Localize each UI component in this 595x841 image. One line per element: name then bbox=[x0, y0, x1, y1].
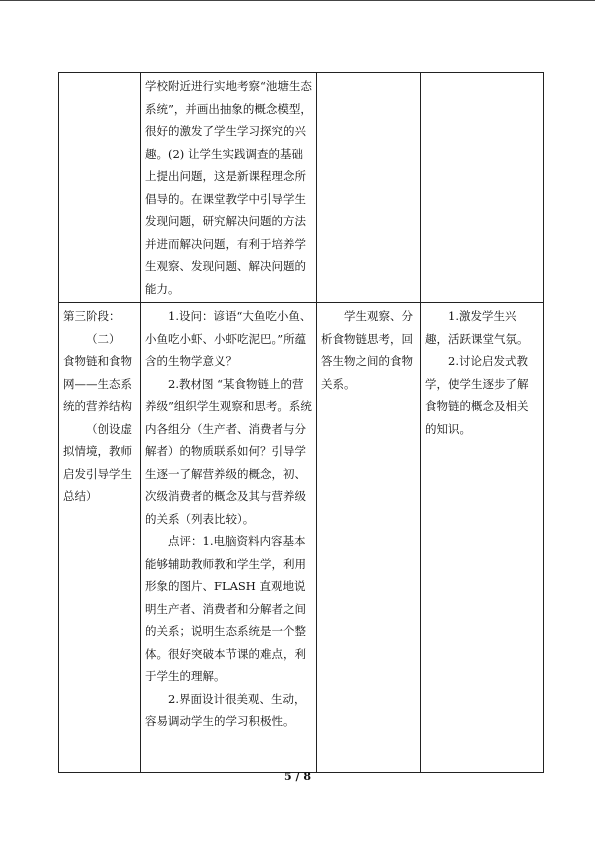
stage-title: 食物链和食物网——生态系统的营养结构 bbox=[63, 354, 132, 413]
activity-cell bbox=[141, 73, 317, 303]
table-row bbox=[59, 73, 544, 303]
page-number: 5 / 8 bbox=[284, 770, 311, 783]
stage-note: （创设虚拟情境，教师启发引导学生总结） bbox=[63, 421, 132, 503]
lesson-plan-table bbox=[58, 72, 544, 773]
student-activity-cell-empty bbox=[317, 73, 421, 303]
header-rule bbox=[0, 0, 595, 1]
stage-cell bbox=[59, 303, 141, 773]
student-activity-text: 学生观察、分析食物链思考，回答生物之间的食物关系。 bbox=[321, 309, 413, 391]
intent-paragraph: 1.激发学生兴趣，活跃课堂气氛。 bbox=[425, 309, 529, 346]
activity-cell bbox=[141, 303, 317, 773]
activity-paragraph: 点评：1.电脑资料内容基本能够辅助教师教和学生学，利用形象的图片、FLASH 直观地说明生产者、消费者和分解者之间的关系；说明生态系统是一个整体。很好突破本节课的难点，利于学生的理解。 bbox=[145, 534, 306, 683]
stage-sub-label: （二） bbox=[86, 331, 121, 346]
intent-paragraph: 2.讨论启发式教学，使学生逐步了解食物链的概念及相关的知识。 bbox=[425, 354, 529, 436]
stage-cell-empty bbox=[59, 73, 141, 303]
activity-paragraph: 1.设问：谚语“大鱼吃小鱼、小鱼吃小虾、小虾吃泥巴。”所蕴含的生物学意义？ bbox=[145, 309, 312, 368]
table-row bbox=[59, 303, 544, 773]
student-activity-cell bbox=[317, 303, 421, 773]
stage-label: 第三阶段： bbox=[63, 309, 121, 323]
intent-cell bbox=[421, 303, 544, 773]
activity-paragraph: 2.教材图 “某食物链上的营养级”组织学生观察和思考。系统内各组分（生产者、消费者与分解者）的物质联系如何？引导学生逐一了解营养级的概念，初、次级消费者的概念及其与营养级的关系（列表比较）。 bbox=[145, 376, 312, 526]
activity-paragraph: 2.界面设计很美观、生动，容易调动学生的学习积极性。 bbox=[145, 691, 306, 728]
activity-text: 学校附近进行实地考察“池塘生态系统”，并画出抽象的概念模型， 很好的激发了学生学习探究的兴趣。(2) 让学生实践调查的基础上提出问题，这是新课程理念所倡导的。在课堂教学中引导学生发现问题，研究解决问题的方法并进而解决问题，有利于培养学生观察、发现问题、解决问题的能力。 bbox=[145, 79, 312, 296]
intent-cell-empty bbox=[421, 73, 544, 303]
